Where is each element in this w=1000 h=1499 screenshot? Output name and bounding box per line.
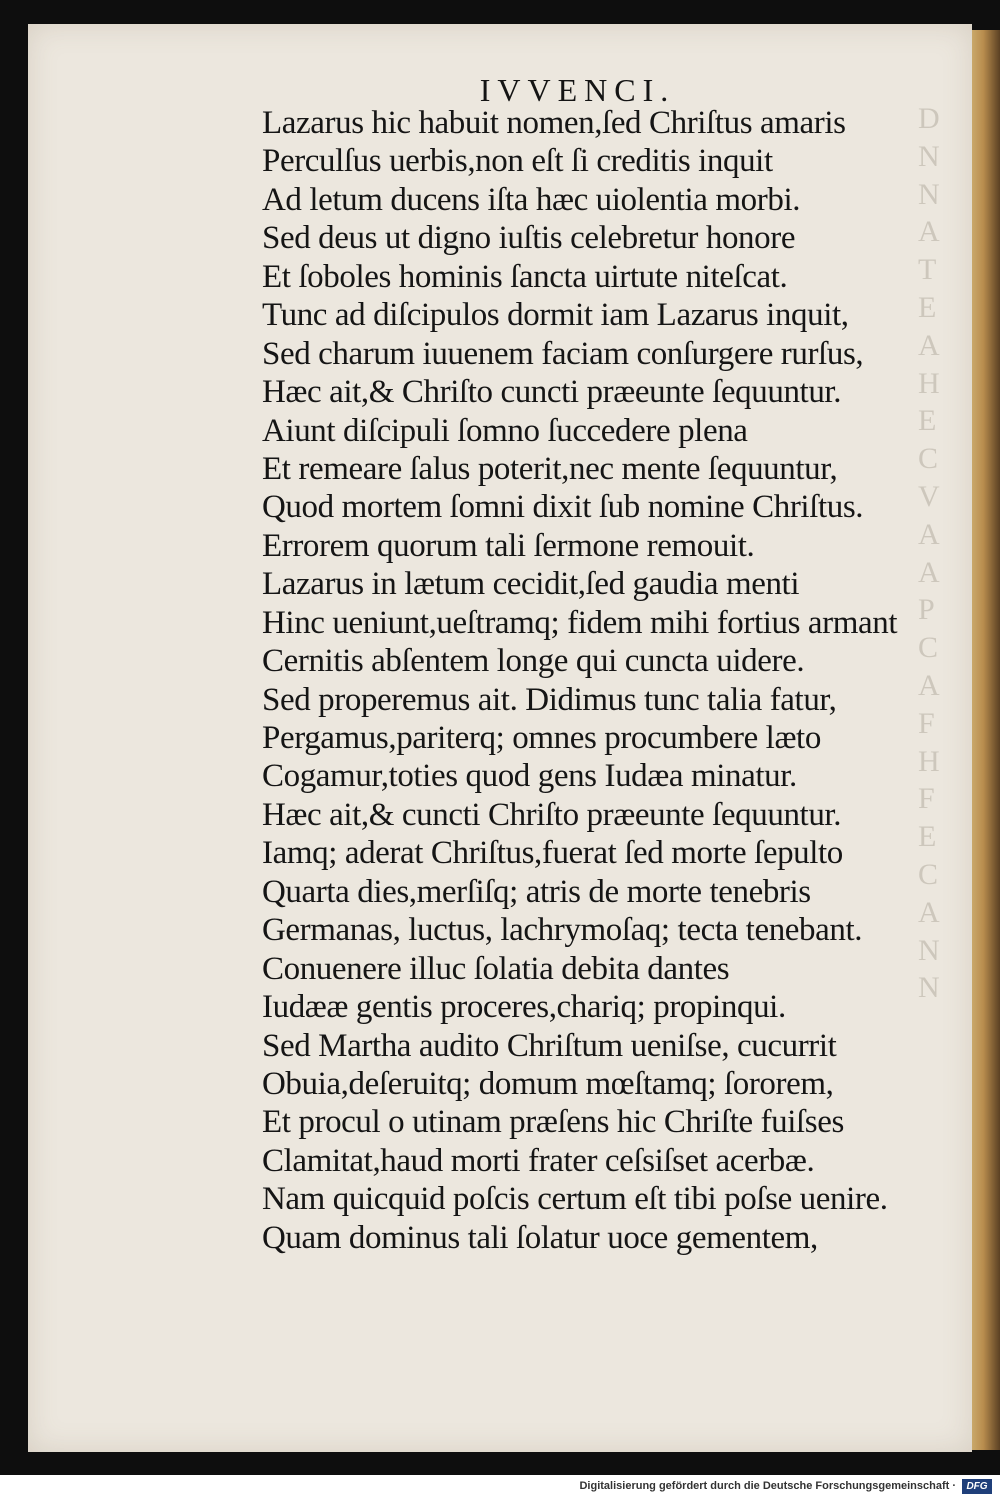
bleed-through-letter: A <box>918 328 940 362</box>
verse-line: Sed charum iuuenem faciam conſurgere rurſus, <box>262 335 864 372</box>
verse-line: Et procul o utinam præſens hic Chriſte fuiſses <box>262 1104 844 1141</box>
bleed-through-letter: A <box>918 895 940 929</box>
verse-line: Perculſus uerbis,non eſt ſi creditis inquit <box>262 143 773 180</box>
bleed-through-letter: C <box>918 442 939 476</box>
verse-line: Clamitat,haud morti frater ceſsiſset acerbæ. <box>262 1142 815 1179</box>
verse-line: Sed Martha audito Chriſtum ueniſse, cucurrit <box>262 1027 837 1064</box>
bleed-through-letter: A <box>918 668 940 702</box>
bleed-through-letter: C <box>918 631 939 665</box>
funding-credit: Digitalisierung gefördert durch die Deutsche Forschungsgemeinschaft · <box>579 1480 956 1492</box>
bleed-through-letter: V <box>918 479 940 513</box>
dfg-logo: DFG <box>962 1479 992 1494</box>
bleed-through-letter: C <box>918 857 939 891</box>
verse-line: Iamq; aderat Chriſtus,fuerat ſed morte ſepulto <box>262 835 843 872</box>
bleed-through-letter: D <box>918 102 940 135</box>
bleed-through-letter: E <box>918 290 937 324</box>
bleed-through-letter: F <box>918 706 935 740</box>
verse-line: Et ſoboles hominis ſancta uirtute niteſcat. <box>262 258 788 295</box>
verse-line: Errorem quorum tali ſermone remouit. <box>262 527 755 564</box>
verse-line: Lazarus in lætum cecidit,ſed gaudia menti <box>262 566 800 603</box>
bleed-through-letter: E <box>918 404 937 438</box>
bleed-through-letter: A <box>918 555 940 589</box>
verse-line: Iudææ gentis proceres,chariq; propinqui. <box>262 989 786 1026</box>
verse-line: Tunc ad diſcipulos dormit iam Lazarus inquit, <box>262 297 849 334</box>
bleed-through-letter: F <box>918 782 935 816</box>
verse-list <box>262 104 952 1257</box>
bleed-through-letter: H <box>918 744 940 778</box>
verse-line: Quod mortem ſomni dixit ſub nomine Chriſtus. <box>262 489 864 526</box>
verse-line: Obuia,deſeruitq; domum mœſtamq; ſororem, <box>262 1065 834 1102</box>
verse-line: Hæc ait,& Chriſto cuncti præeunte ſequuntur. <box>262 374 842 411</box>
bleed-through-letter: N <box>918 971 940 1005</box>
bleed-through-letter: N <box>918 177 940 211</box>
verse-line: Quam dominus tali ſolatur uoce gementem, <box>262 1219 818 1256</box>
verse-line: Hinc ueniunt,ueſtramq; fidem mihi fortius armant <box>262 604 898 641</box>
bleed-through-letter: N <box>918 933 940 967</box>
bleed-through-letter: E <box>918 820 937 854</box>
verse-line: Germanas, luctus, lachrymoſaq; tecta tenebant. <box>262 912 863 949</box>
bleed-through-letter: A <box>918 215 940 249</box>
verse-line: Ad letum ducens iſta hæc uiolentia morbi. <box>262 181 801 218</box>
verse-line: Sed properemus ait. Didimus tunc talia fatur, <box>262 681 837 718</box>
bleed-through-letter: N <box>918 139 940 173</box>
verse-line: Aiunt diſcipuli ſomno ſuccedere plena <box>262 412 748 449</box>
verse-line: Cogamur,toties quod gens Iudæa minatur. <box>262 758 797 795</box>
verse-line: Lazarus hic habuit nomen,ſed Chriſtus amaris <box>262 105 846 141</box>
verse-line: Nam quicquid poſcis certum eſt tibi poſse uenire. <box>262 1181 888 1218</box>
verse-line: Quarta dies,merſiſq; atris de morte tenebris <box>262 873 811 910</box>
verse-line: Et remeare ſalus poterit,nec mente ſequuntur, <box>262 450 838 487</box>
verse-line: Cernitis abſentem longe qui cuncta uidere. <box>262 643 805 680</box>
footer-bar <box>0 1475 1000 1499</box>
bleed-through-letter: T <box>918 253 937 287</box>
bleed-through-letter: A <box>918 517 940 551</box>
running-title: IVVENCI. <box>479 72 676 108</box>
bleed-through-letter: P <box>918 593 935 627</box>
verse-line: Hæc ait,& cuncti Chriſto præeunte ſequuntur. <box>262 796 842 833</box>
verse-line: Pergamus,pariterq; omnes procumbere læto <box>262 720 821 756</box>
bleed-through-letter: H <box>918 366 940 400</box>
verse-line: Sed deus ut digno iuſtis celebretur honore <box>262 220 796 257</box>
verse-line: Conuenere illuc ſolatia debita dantes <box>262 950 730 987</box>
